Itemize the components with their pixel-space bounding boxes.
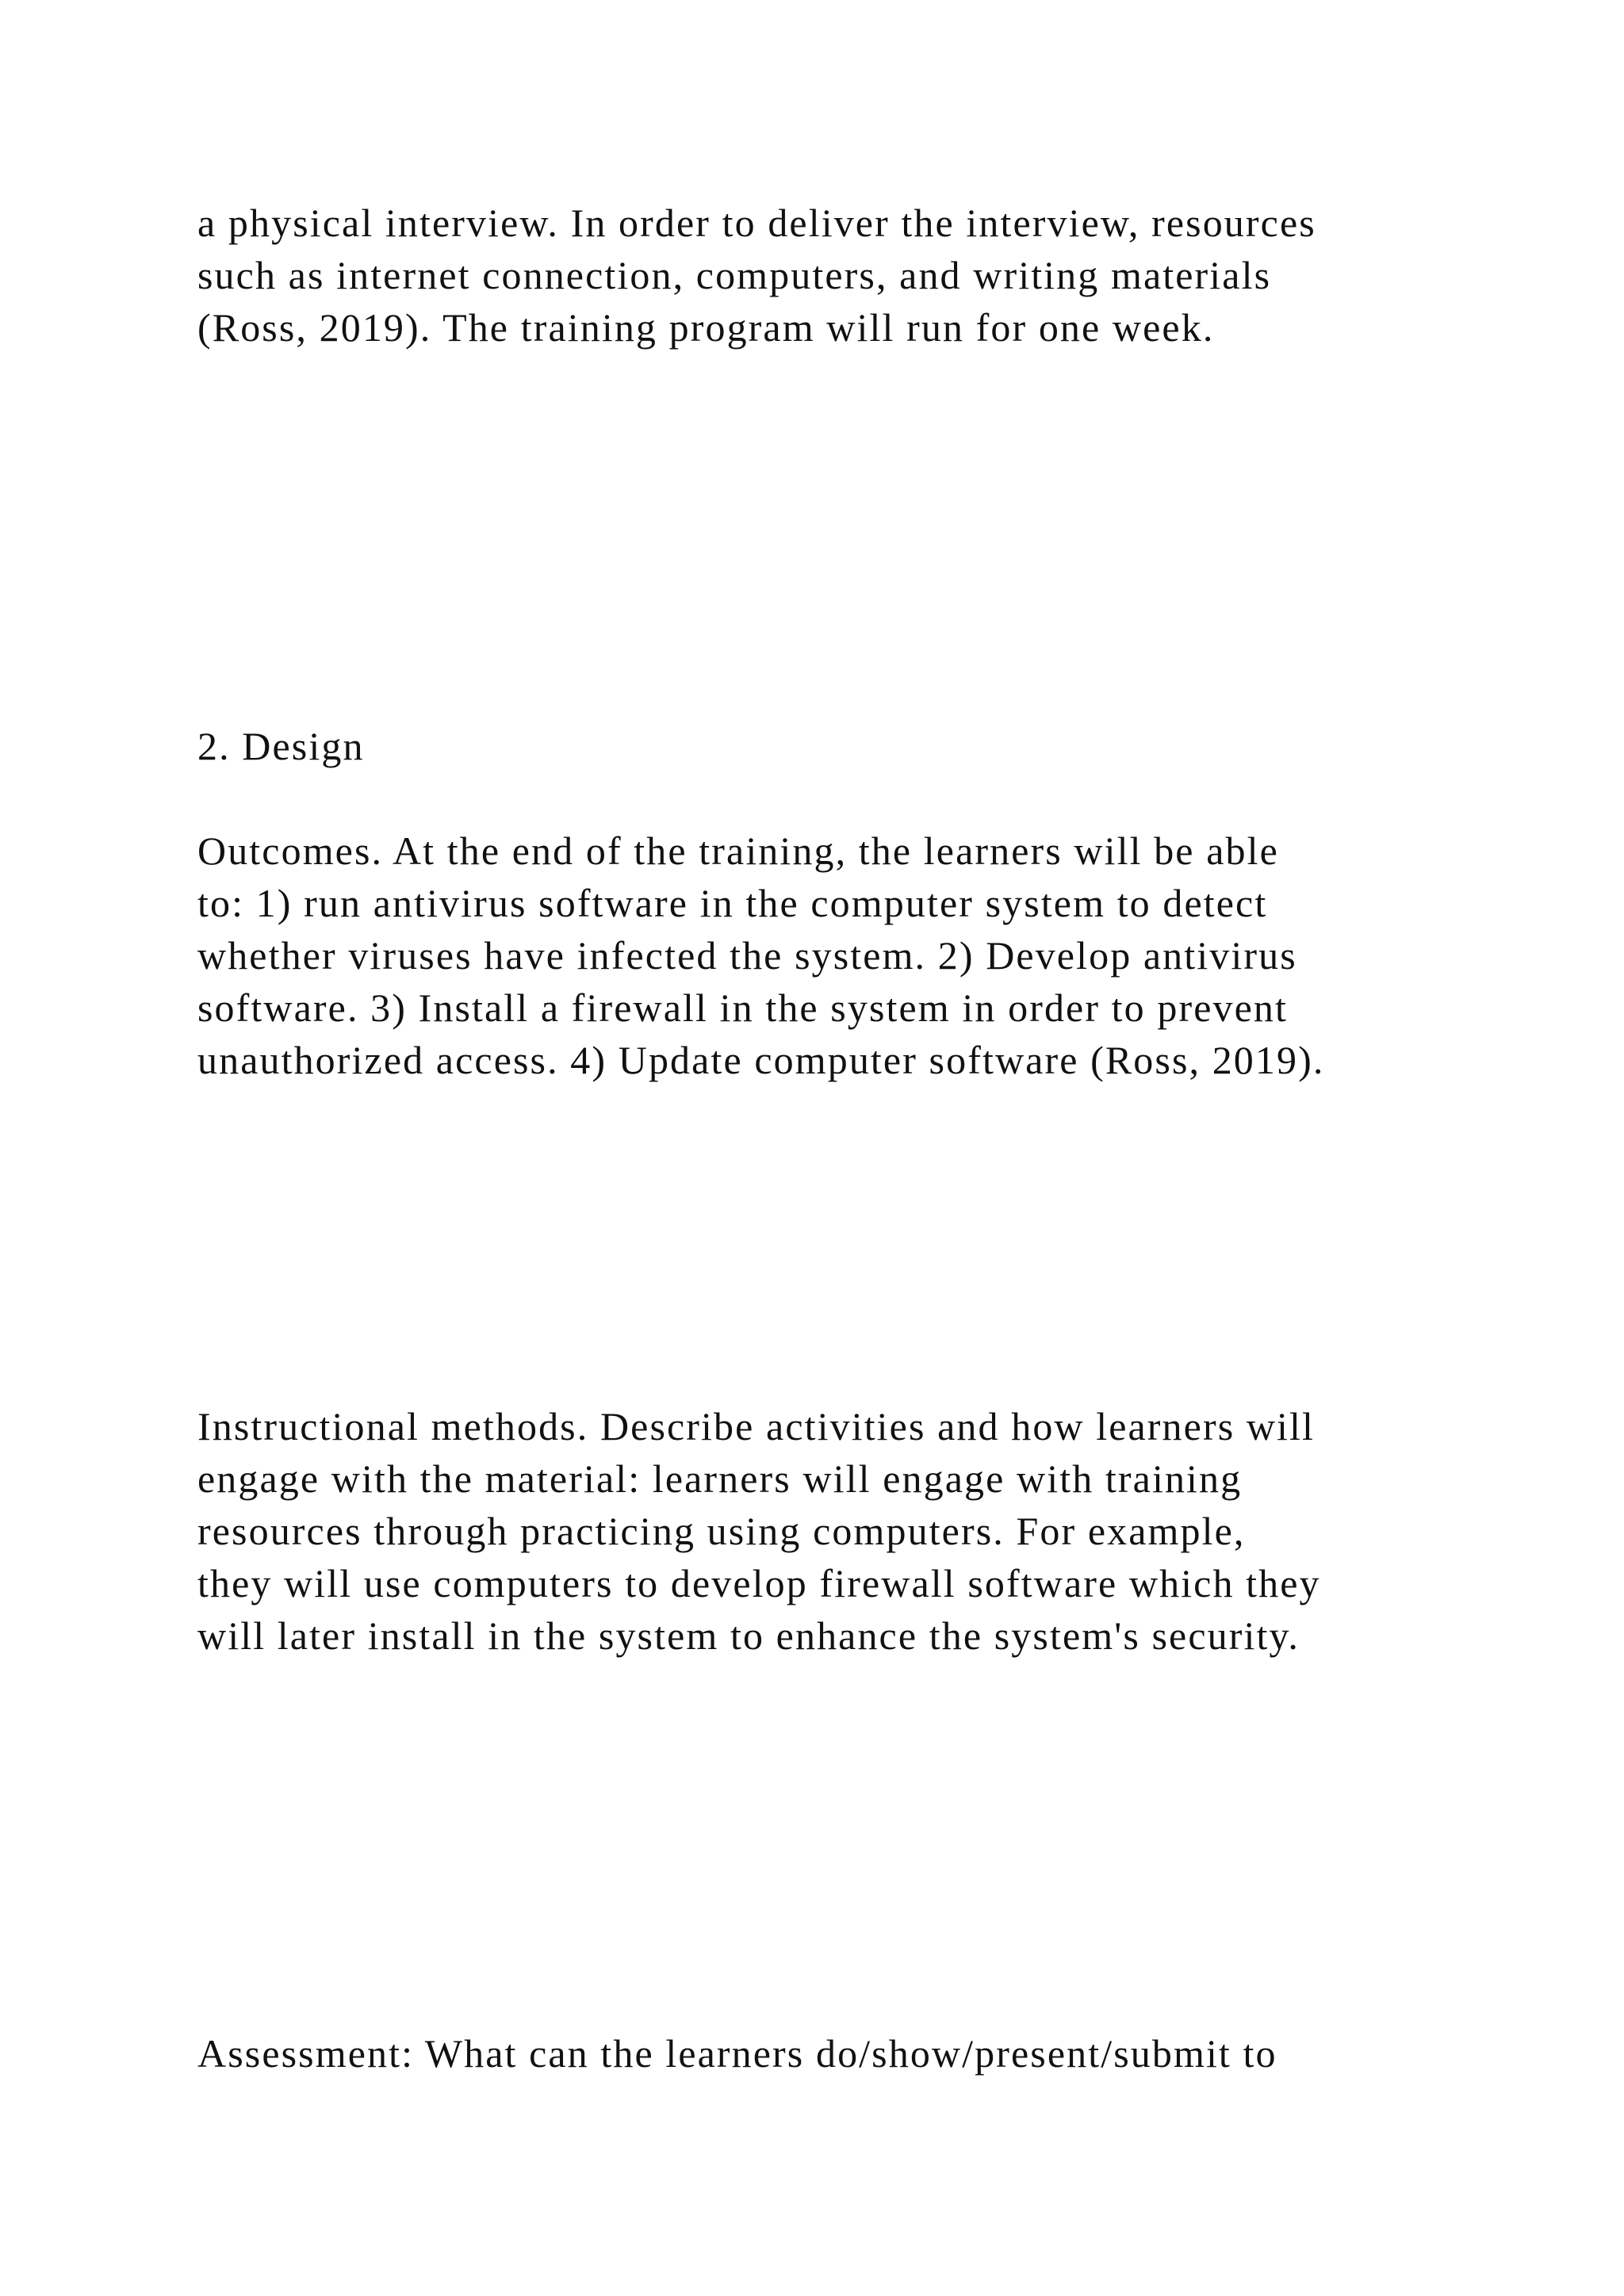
text-line: resources through practicing using computers. For example,	[197, 1509, 1246, 1553]
text-line: (Ross, 2019). The training program will run for one week.	[197, 305, 1215, 350]
text-line: unauthorized access. 4) Update computer software (Ross, 2019).	[197, 1038, 1325, 1082]
text-line: Outcomes. At the end of the training, the learners will be able	[197, 828, 1279, 873]
text-line: a physical interview. In order to deliver the interview, resources	[197, 201, 1316, 245]
text-line: to: 1) run antivirus software in the computer system to detect	[197, 881, 1268, 925]
text-line: engage with the material: learners will engage with training	[197, 1456, 1243, 1501]
text-line: software. 3) Install a firewall in the system in order to prevent	[197, 985, 1289, 1030]
text-line: will later install in the system to enhance the system's security.	[197, 1613, 1300, 1658]
text-line: Assessment: What can the learners do/show/present/submit to	[197, 2031, 1277, 2076]
text-line: Instructional methods. Describe activities and how learners will	[197, 1404, 1316, 1448]
text-line: whether viruses have infected the system. 2) Develop antivirus	[197, 933, 1297, 978]
text-line: they will use computers to develop firewall software which they	[197, 1561, 1321, 1605]
text-line: such as internet connection, computers, and writing materials	[197, 253, 1272, 297]
section-heading-design: 2. Design	[197, 724, 365, 768]
